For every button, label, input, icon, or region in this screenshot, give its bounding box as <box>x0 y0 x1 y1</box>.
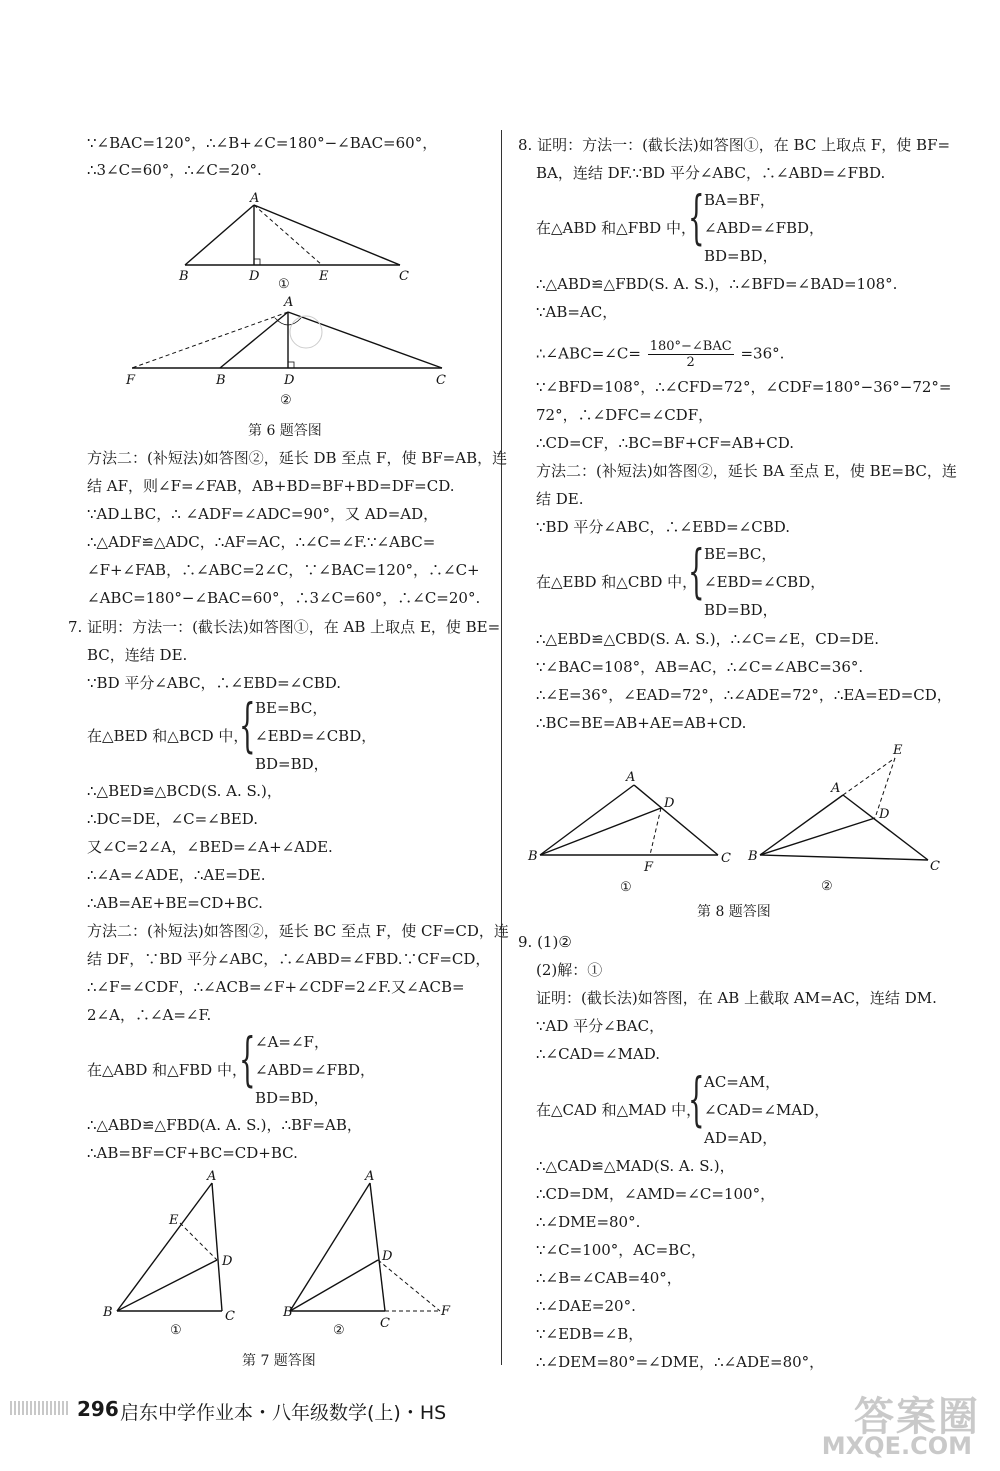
system-intro: 在△EBD 和△CBD 中， <box>536 573 698 591</box>
text-line: ∴3∠C=60°，∴∠C=20°. <box>87 161 262 179</box>
text-line: ∵∠EDB=∠B， <box>536 1325 644 1343</box>
system-row: BD=BD， <box>255 1089 329 1107</box>
text-line: 又∠C=2∠A，∠BED=∠A+∠ADE. <box>87 838 333 856</box>
footer-decoration <box>10 1401 70 1415</box>
point-label: A <box>284 295 294 310</box>
column-divider <box>501 130 502 1365</box>
text-line: 结 DF，∵BD 平分∠ABC，∴∠ABD=∠FBD.∵CF=CD， <box>87 950 491 968</box>
system-row: BA=BF， <box>704 191 775 209</box>
text-line: ∴∠DAE=20°. <box>536 1297 636 1315</box>
text-line: (2)解：① <box>536 961 603 979</box>
point-label: E <box>893 743 903 758</box>
point-label: C <box>930 859 940 874</box>
fraction-denominator: 2 <box>686 355 695 370</box>
brace: { <box>688 1065 705 1133</box>
text-line: 方法二：(补短法)如答图②，延长 DB 至点 F，使 BF=AB，连 <box>87 449 508 467</box>
equation-system <box>536 537 956 624</box>
text-line: 方法二：(补短法)如答图②，延长 BC 至点 F，使 CF=CD，连 <box>87 922 509 940</box>
point-label: C <box>225 1309 235 1324</box>
point-label: B <box>748 849 758 864</box>
point-label: C <box>380 1316 390 1331</box>
point-label: E <box>169 1213 179 1228</box>
text-line: ∴∠DME=80°. <box>536 1213 641 1231</box>
text-line: 8. 证明：方法一：(截长法)如答图①，在 BC 上取点 F，使 BF= <box>518 136 951 154</box>
equation-system <box>536 183 956 270</box>
text-line: ∵AD⊥BC，∴ ∠ADF=∠ADC=90°，又 AD=AD， <box>87 505 439 523</box>
figure-number: ① <box>170 1323 182 1338</box>
point-label: A <box>250 191 260 206</box>
text-line: ∴△CAD≌△MAD(S. A. S.)， <box>536 1157 735 1175</box>
point-label: D <box>249 269 260 284</box>
formula-line <box>536 339 784 370</box>
point-label: C <box>399 269 409 284</box>
book-title: 启东中学作业本・八年级数学(上)・HS <box>120 1402 447 1424</box>
figure-6-2 <box>120 292 460 412</box>
text-line: ∵∠BAC=120°，∴∠B+∠C=180°−∠BAC=60°， <box>87 134 438 152</box>
text-line: ∴△ABD≌△FBD(S. A. S.)，∴∠BFD=∠BAD=108°. <box>536 275 898 293</box>
figure-number: ① <box>620 880 632 895</box>
text-line: ∴△ADF≌△ADC，∴AF=AC，∴∠C=∠F.∵∠ABC= <box>87 533 436 551</box>
text-line: ∠ABC=180°−∠BAC=60°，∴3∠C=60°，∴∠C=20°. <box>87 589 481 607</box>
text-line: 2∠A，∴∠A=∠F. <box>87 1006 212 1024</box>
point-label: E <box>319 269 329 284</box>
point-label: F <box>126 373 136 388</box>
system-row: ∠ABD=∠FBD， <box>704 219 825 237</box>
text-line: ∴△EBD≌△CBD(S. A. S.)，∴∠C=∠E，CD=DE. <box>536 630 880 648</box>
point-label: D <box>664 796 675 811</box>
text-line: ∠F+∠FAB，∴∠ABC=2∠C，∵∠BAC=120°，∴∠C+ <box>87 561 480 579</box>
equation-system <box>536 1065 956 1152</box>
text-line: ∵BD 平分∠ABC，∴∠EBD=∠CBD. <box>536 518 791 536</box>
system-row: AC=AM， <box>704 1073 781 1091</box>
text-line: 结 DE. <box>536 490 584 508</box>
text-line: ∴BC=BE=AB+AE=AB+CD. <box>536 714 747 732</box>
figure-7-1 <box>95 1168 245 1338</box>
system-row: BE=BC， <box>255 699 328 717</box>
fraction-numerator: 180°−∠BAC <box>649 339 732 354</box>
figure-7-2 <box>285 1168 465 1338</box>
point-label: B <box>283 1305 293 1320</box>
formula-prefix: ∴∠ABC=∠C= <box>536 344 641 363</box>
text-line: 方法二：(补短法)如答图②，延长 BA 至点 E，使 BE=BC，连 <box>536 462 957 480</box>
text-line: 7. 证明：方法一：(截长法)如答图①，在 AB 上取点 E，使 BE= <box>68 618 501 636</box>
system-row: BD=BD， <box>255 755 329 773</box>
point-label: F <box>644 860 654 875</box>
equation-system <box>87 1025 467 1112</box>
text-line: ∵AD 平分∠BAC， <box>536 1017 665 1035</box>
equation-system <box>87 691 467 778</box>
point-label: A <box>626 770 636 785</box>
text-line: ∴△ABD≌△FBD(A. A. S.)，∴BF=AB， <box>87 1116 362 1134</box>
text-line: ∴∠CAD=∠MAD. <box>536 1045 661 1063</box>
brace: { <box>239 691 256 759</box>
text-line: ∴∠A=∠ADE，∴AE=DE. <box>87 866 266 884</box>
text-line: BC，连结 DE. <box>87 646 188 664</box>
figure-number: ② <box>333 1323 345 1338</box>
figure-caption: 第 7 题答图 <box>242 1353 316 1369</box>
system-row: ∠EBD=∠CBD， <box>255 727 377 745</box>
system-row: ∠CAD=∠MAD， <box>704 1101 830 1119</box>
text-line: ∴△BED≌△BCD(S. A. S.)， <box>87 782 282 800</box>
system-intro: 在△BED 和△BCD 中， <box>87 727 249 745</box>
point-label: F <box>441 1304 451 1319</box>
text-line: ∵∠C=100°，AC=BC， <box>536 1241 706 1259</box>
point-label: A <box>831 781 841 796</box>
text-line: ∴AB=BF=CF+BC=CD+BC. <box>87 1144 298 1162</box>
point-label: B <box>216 373 226 388</box>
fraction <box>648 339 734 370</box>
text-line: 证明：(截长法)如答图，在 AB 上截取 AM=AC，连结 DM. <box>536 989 937 1007</box>
text-line: ∴∠F=∠CDF，∴∠ACB=∠F+∠CDF=2∠F.又∠ACB= <box>87 978 465 996</box>
point-label: D <box>879 807 890 822</box>
point-label: C <box>436 373 446 388</box>
system-row: BD=BD， <box>704 601 778 619</box>
figure-number: ① <box>278 277 290 292</box>
figure-6-1 <box>170 190 420 290</box>
figure-8-2 <box>745 740 955 900</box>
text-line: ∴CD=CF，∴BC=BF+CF=AB+CD. <box>536 434 795 452</box>
text-line: ∴∠DEM=80°=∠DME，∴∠ADE=80°， <box>536 1353 825 1371</box>
system-row: BE=BC， <box>704 545 777 563</box>
text-line: ∴AB=AE+BE=CD+BC. <box>87 894 263 912</box>
text-line: ∵AB=AC， <box>536 303 618 321</box>
point-label: A <box>365 1169 375 1184</box>
text-line: 72°，∴∠DFC=∠CDF， <box>536 406 714 424</box>
system-row: BD=BD， <box>704 247 778 265</box>
figure-number: ② <box>280 393 292 408</box>
point-label: B <box>528 849 538 864</box>
text-line: ∵BD 平分∠ABC，∴∠EBD=∠CBD. <box>87 674 342 692</box>
point-label: B <box>103 1305 113 1320</box>
system-intro: 在△CAD 和△MAD 中， <box>536 1101 702 1119</box>
text-line: BA，连结 DF.∵BD 平分∠ABC，∴∠ABD=∠FBD. <box>536 164 886 182</box>
brace: { <box>688 183 705 251</box>
system-row: ∠ABD=∠FBD， <box>255 1061 376 1079</box>
system-intro: 在△ABD 和△FBD 中， <box>536 219 696 237</box>
point-label: D <box>222 1254 233 1269</box>
system-row: ∠A=∠F， <box>255 1033 329 1051</box>
text-line: ∴CD=DM，∠AMD=∠C=100°， <box>536 1185 776 1203</box>
point-label: A <box>207 1169 217 1184</box>
figure-caption: 第 8 题答图 <box>697 904 771 920</box>
figure-caption: 第 6 题答图 <box>248 423 322 439</box>
system-row: AD=AD， <box>704 1129 778 1147</box>
point-label: C <box>721 851 731 866</box>
brace: { <box>688 537 705 605</box>
point-label: D <box>382 1249 393 1264</box>
brace: { <box>239 1025 256 1093</box>
text-line: ∵∠BAC=108°，AB=AC，∴∠C=∠ABC=36°. <box>536 658 864 676</box>
text-line: ∴∠E=36°，∠EAD=72°，∴∠ADE=72°，∴EA=ED=CD， <box>536 686 952 704</box>
figure-8-1 <box>522 765 742 900</box>
point-label: B <box>179 269 189 284</box>
text-line: ∴∠B=∠CAB=40°， <box>536 1269 682 1287</box>
system-intro: 在△ABD 和△FBD 中， <box>87 1061 247 1079</box>
formula-suffix: =36°. <box>740 344 785 363</box>
text-line: 9. (1)② <box>518 933 572 951</box>
watermark-logo: MXQE.COM <box>821 1432 972 1460</box>
figure-number: ② <box>821 879 833 894</box>
text-line: 结 AF，则∠F=∠FAB，AB+BD=BF+BD=DF=CD. <box>87 477 455 495</box>
page-number: 296 <box>77 1397 119 1421</box>
system-row: ∠EBD=∠CBD， <box>704 573 826 591</box>
text-line: ∵∠BFD=108°，∴∠CFD=72°，∠CDF=180°−36°−72°= <box>536 378 952 396</box>
watermark-logo: 答案圈 <box>854 1394 980 1440</box>
point-label: D <box>284 373 295 388</box>
text-line: ∴DC=DE，∠C=∠BED. <box>87 810 259 828</box>
